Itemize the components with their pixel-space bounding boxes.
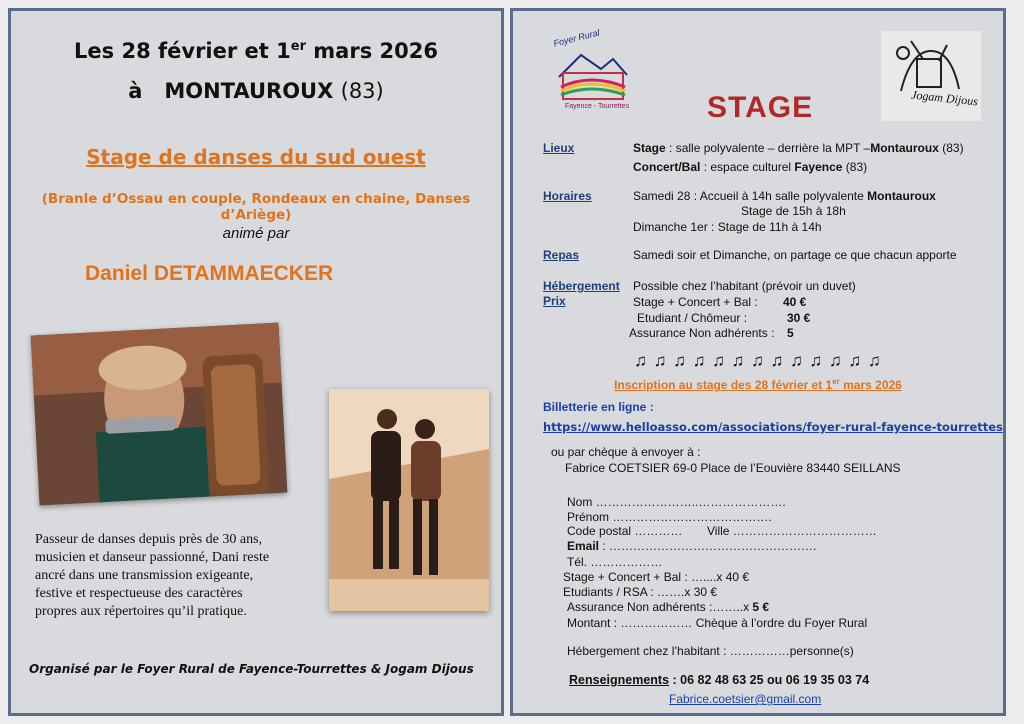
prix-label: Prix xyxy=(543,294,566,308)
contact-email-link[interactable]: Fabrice.coetsier@gmail.com xyxy=(669,692,822,706)
prix-etudiant-value: 30 € xyxy=(787,311,811,325)
musician-photo-art xyxy=(31,323,288,506)
left-panel xyxy=(8,8,504,716)
stage-title: Stage de danses du sud ouest xyxy=(86,145,426,169)
form-ville: Ville ……………………………… xyxy=(707,524,877,538)
prix-assurance-value: 5 xyxy=(787,326,794,340)
logo-bottom-text: Fayence - Tourrettes xyxy=(565,103,630,110)
lieux-label: Lieux xyxy=(543,141,575,155)
prix-stage-label: Stage + Concert + Bal : xyxy=(633,295,758,309)
form-hebergement: Hébergement chez l’habitant : ……………personne(s) xyxy=(567,644,854,658)
cheque-line: ou par chèque à envoyer à : xyxy=(551,445,701,459)
music-notes-icon: ♫ ♫ ♫ ♫ ♫ ♫ ♫ ♫ ♫ ♫ ♫ ♫ ♫ xyxy=(634,351,882,370)
horaires-line-2: Stage de 15h à 18h xyxy=(741,204,846,218)
cheque-address: Fabrice COETSIER 69-0 Place de l’Eouvière 83440 SEILLANS xyxy=(565,461,901,475)
bio-line: festive et respectueuse des caractères xyxy=(35,586,243,601)
hebergement-text: Possible chez l’habitant (prévoir un duvet) xyxy=(633,279,856,293)
bio-line: Passeur de danses depuis près de 30 ans, xyxy=(35,532,263,547)
jogam-dijous-logo xyxy=(881,31,981,121)
form-prenom: Prénom …………………………………. xyxy=(567,510,772,524)
prix-etudiant-label: Etudiant / Chômeur : xyxy=(637,311,748,325)
prix-assurance-label: Assurance Non adhérents : xyxy=(629,326,775,340)
form-email: Email : ……………………………………………. xyxy=(567,539,817,553)
place-line: à MONTAUROUX (83) xyxy=(128,79,384,103)
form-tel: Tél. ……………… xyxy=(567,555,663,569)
logo-top-text: Foyer Rural xyxy=(552,27,601,49)
dancers-photo xyxy=(329,389,489,611)
horaires-line-3: Dimanche 1er : Stage de 11h à 14h xyxy=(633,220,822,234)
date-line: Les 28 février et 1er mars 2026 xyxy=(74,39,438,63)
bio-line: musicien et danseur passionné, Dani reste xyxy=(35,550,270,565)
horaires-label: Horaires xyxy=(543,189,592,203)
renseignements-line: Renseignements : 06 82 48 63 25 ou 06 19 35 03 74 xyxy=(569,673,870,687)
form-montant: Montant : ……………… Chèque à l’ordre du Foyer Rural xyxy=(567,616,868,630)
form-stage-line: Stage + Concert + Bal : …....x 40 € xyxy=(563,570,750,584)
bio-line: ancré dans une transmission exigeante, xyxy=(35,568,254,583)
repas-text: Samedi soir et Dimanche, on partage ce que chacun apporte xyxy=(633,248,957,262)
teacher-name: Daniel DETAMMAECKER xyxy=(85,262,334,285)
form-nom: Nom ……………………..…………………. xyxy=(567,495,786,509)
right-panel xyxy=(510,8,1006,716)
foyer-rural-logo xyxy=(549,29,633,119)
horaires-line-1: Samedi 28 : Accueil à 14h salle polyvalente Montauroux xyxy=(633,189,936,203)
billetterie-label: Billetterie en ligne : xyxy=(543,400,654,414)
lieux-stage-line: Stage : salle polyvalente – derrière la MPT –Montauroux (83) xyxy=(633,141,964,155)
form-assurance-line: Assurance Non adhérents :……..x 5 € xyxy=(567,600,770,614)
stage-subtitle: (Branle d’Ossau en couple, Rondeaux en chaine, Danses d’Ariège) xyxy=(41,191,471,223)
house-icon xyxy=(551,47,631,103)
dancers-photo-art xyxy=(329,389,489,611)
stage-heading: STAGE xyxy=(707,91,814,124)
prix-stage-value: 40 € xyxy=(783,295,807,309)
logo-right-text: Jogam Dijous xyxy=(910,87,979,109)
form-code-postal: Code postal ………… xyxy=(567,524,683,538)
lieux-concert-line: Concert/Bal : espace culturel Fayence (83) xyxy=(633,160,868,174)
bio-line: propres aux répertoires qu’il pratique. xyxy=(35,604,247,619)
organizer-line: Organisé par le Foyer Rural de Fayence-Tourrettes & Jogam Dijous xyxy=(29,662,474,676)
inscription-heading: Inscription au stage des 28 février et 1er mars 2026 xyxy=(614,377,902,392)
teacher-bio xyxy=(35,531,269,621)
form-etudiants-line: Etudiants / RSA : …….x 30 € xyxy=(563,585,718,599)
hebergement-label: Hébergement xyxy=(543,279,620,293)
musician-photo xyxy=(31,323,288,506)
helloasso-link[interactable]: https://www.helloasso.com/associations/foyer-rural-fayence-tourrettes xyxy=(543,420,1003,434)
anime-par: animé par xyxy=(222,225,290,242)
repas-label: Repas xyxy=(543,248,580,262)
